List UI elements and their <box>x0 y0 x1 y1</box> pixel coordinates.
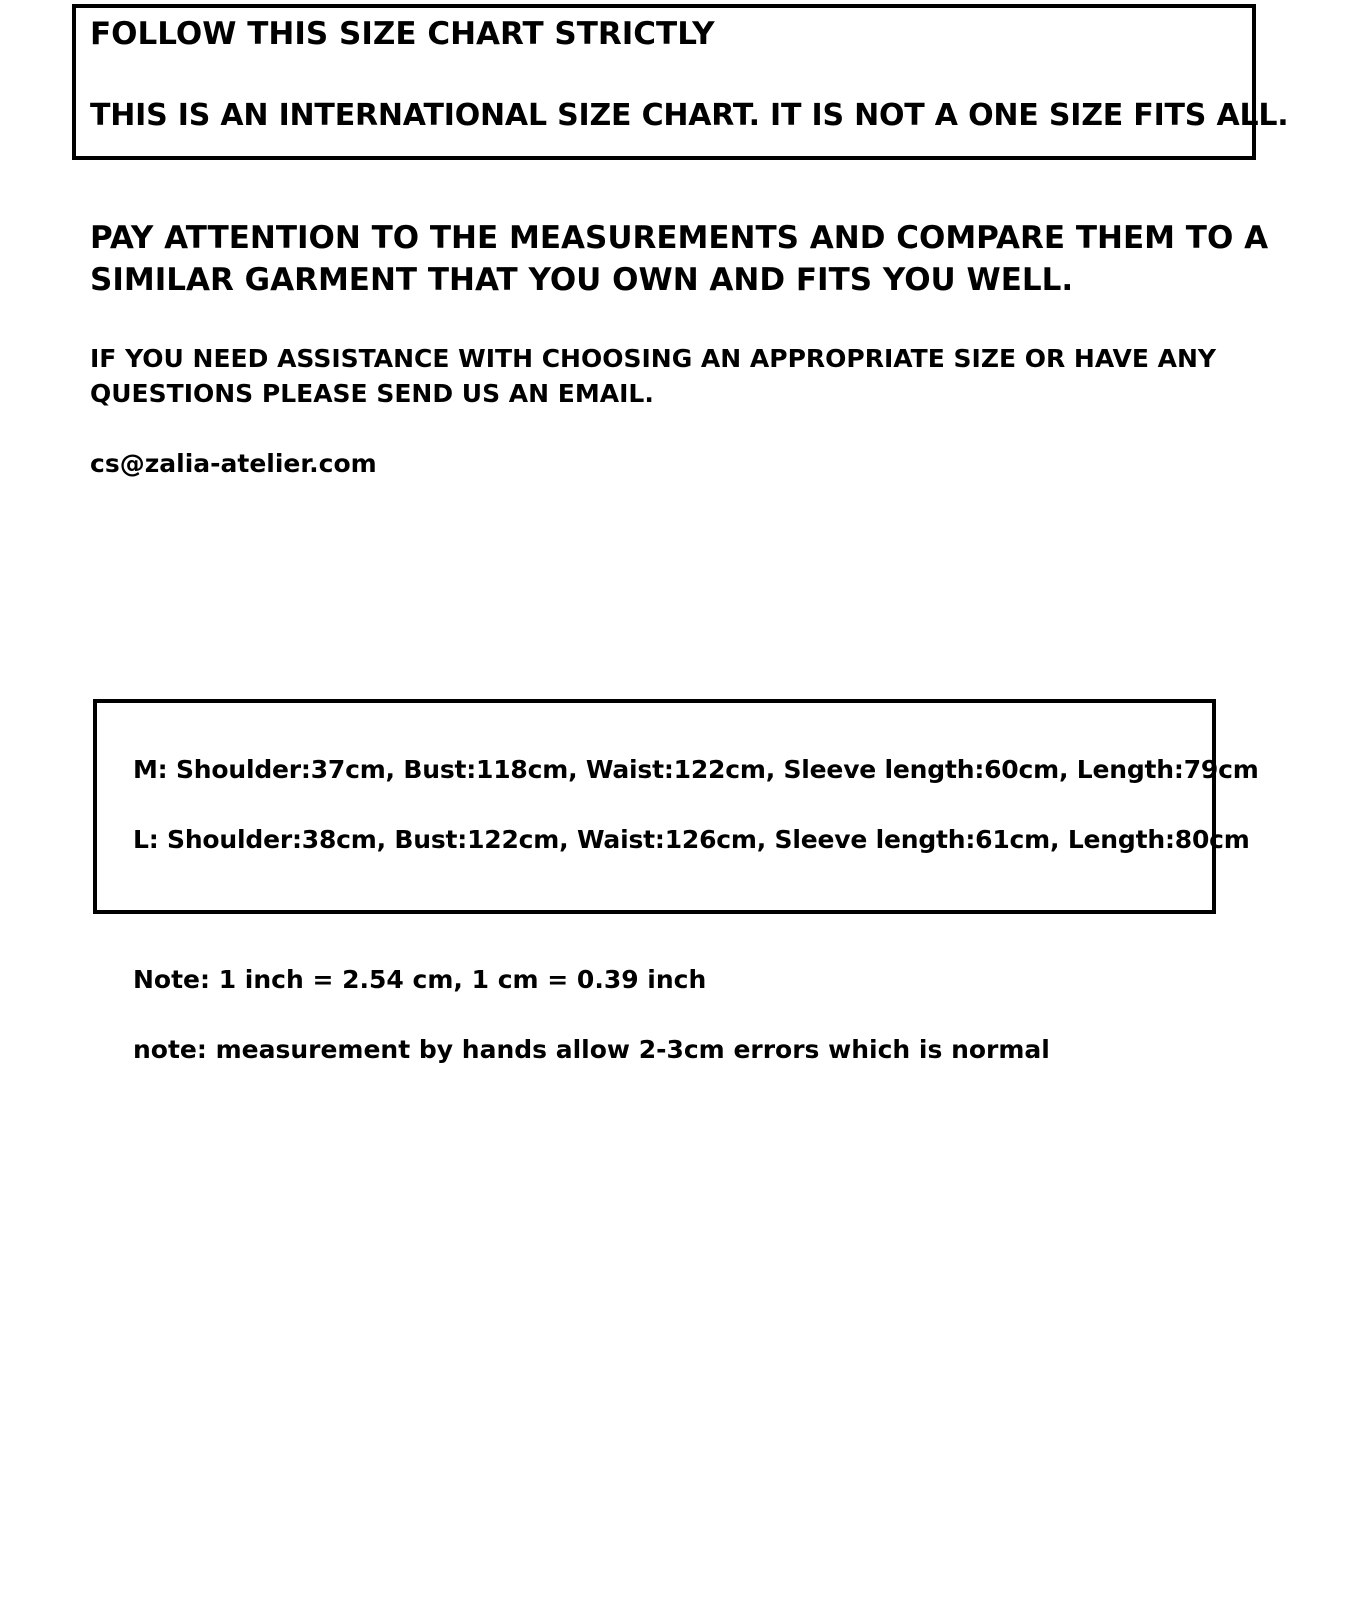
size-row-m: M: Shoulder:37cm, Bust:118cm, Waist:122cm, Sleeve length:60cm, Length:79cm <box>133 755 1259 784</box>
warning-subheading: THIS IS AN INTERNATIONAL SIZE CHART. IT IS NOT A ONE SIZE FITS ALL. <box>90 98 1289 133</box>
attention-text-line-1: PAY ATTENTION TO THE MEASUREMENTS AND COMPARE THEM TO A <box>90 220 1269 256</box>
size-row-l: L: Shoulder:38cm, Bust:122cm, Waist:126cm, Sleeve length:61cm, Length:80cm <box>133 825 1250 854</box>
attention-text-line-2: SIMILAR GARMENT THAT YOU OWN AND FITS YOU WELL. <box>90 262 1074 298</box>
assistance-text-line-1: IF YOU NEED ASSISTANCE WITH CHOOSING AN APPROPRIATE SIZE OR HAVE ANY <box>90 344 1217 373</box>
assistance-text-line-2: QUESTIONS PLEASE SEND US AN EMAIL. <box>90 379 654 408</box>
conversion-note: Note: 1 inch = 2.54 cm, 1 cm = 0.39 inch <box>133 965 707 994</box>
size-measurements-box <box>93 699 1216 914</box>
warning-heading: FOLLOW THIS SIZE CHART STRICTLY <box>90 16 715 52</box>
contact-email: cs@zalia-atelier.com <box>90 449 377 478</box>
measurement-error-note: note: measurement by hands allow 2-3cm errors which is normal <box>133 1035 1050 1064</box>
